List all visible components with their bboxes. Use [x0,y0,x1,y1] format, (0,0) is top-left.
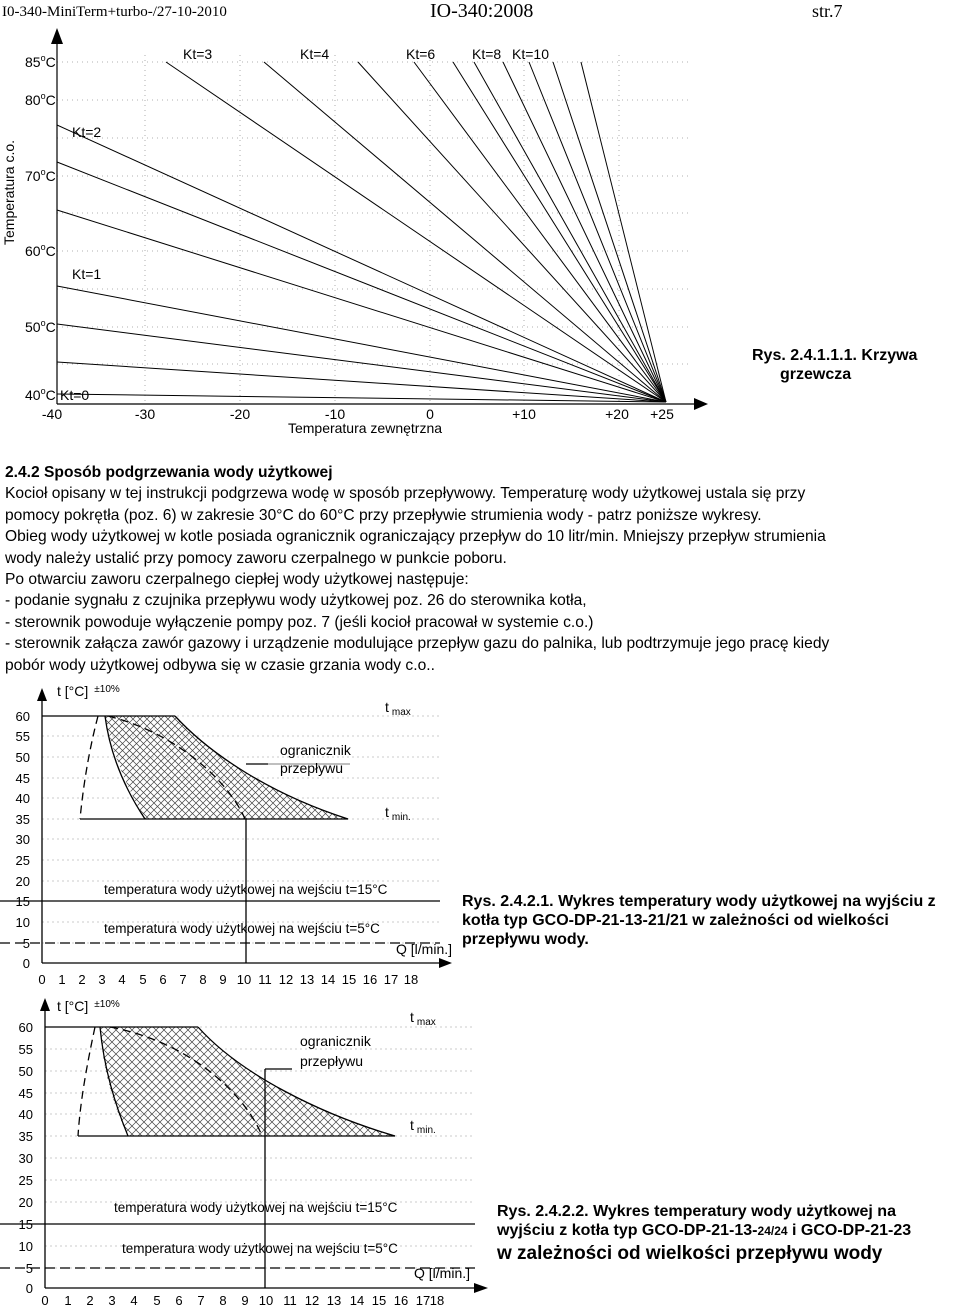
x-tick: -10 [324,406,346,422]
y-tick: 40 [18,1107,33,1122]
y-tick: 45 [18,1086,33,1101]
curve-label: Kt=0 [60,387,90,403]
x-tick: 12 [278,972,294,987]
x-tick: 10 [236,972,252,987]
x-tick: 5 [153,1293,161,1307]
x-tick: 14 [349,1293,365,1307]
x-tick: 15 [371,1293,387,1307]
x-tick: 7 [197,1293,205,1307]
inlet-15-label: temperatura wody użytkowej na wejściu t=15°C [114,1200,398,1215]
x-tick: 0 [426,406,434,422]
page-number: str.7 [812,1,843,21]
figure1-caption [752,346,917,384]
limiter-label: przepływu [300,1053,364,1069]
y-tick: 60 [18,1020,33,1035]
tmin-label: t $_{min.}$ [410,1117,436,1136]
x-axis-label: Q [l/min.] [414,1265,471,1281]
figure3-caption [497,1202,957,1267]
curve-label: Kt=4 [300,46,330,62]
x-tick: -20 [229,406,251,422]
curve-label: Kt=8 [472,46,502,62]
x-tick: 13 [326,1293,342,1307]
section-text [5,462,960,676]
y-tick: 5 [22,936,30,951]
x-tick: 1 [58,972,66,987]
x-tick: +10 [512,406,536,422]
x-tick: 11 [258,972,272,987]
document-code: IO-340:2008 [430,0,534,22]
x-tick: 4 [130,1293,138,1307]
tmin-label: t $_{min.}$ [385,804,411,823]
y-tick: 20 [15,874,30,889]
caption-line: w zależności od wielkości przepływu wody [497,1243,883,1264]
y-tick: 25 [18,1173,33,1188]
y-tick: 15 [15,894,30,909]
y-tick: 60 [15,709,30,724]
x-tick: 17 [415,1293,431,1307]
y-axis-label: Temperatura c.o. [1,139,17,245]
limiter-label: ogranicznik [280,742,351,758]
x-tick: 10 [258,1293,274,1307]
dhw-temperature-chart-2 [0,994,490,1307]
y-tick: 0 [22,956,30,971]
caption-part: 24/24 [757,1224,788,1238]
y-tick: 15 [18,1217,33,1232]
y-tick: 50$^o$C [25,318,56,335]
x-tick: 2 [78,972,86,987]
inlet-5-label: temperatura wody użytkowej na wejściu t=5°C [104,921,380,936]
y-tick: 10 [18,1239,33,1254]
limiter-label: ogranicznik [300,1033,371,1049]
caption-line: grzewcza [780,366,852,383]
x-tick: 13 [299,972,315,987]
paragraph-line: pomocy pokrętła (poz. 6) w zakresie 30°C do 60°C przy przepływie strumienia wody - patrz poniższe wykresy. [5,506,762,524]
x-tick: 15 [341,972,357,987]
x-tick: 12 [304,1293,320,1307]
x-tick: 5 [139,972,147,987]
curve-label: Kt=3 [183,46,213,62]
paragraph-line: - podanie sygnału z czujnika przepływu wody użytkowej poz. 26 do sterownika kotła, [5,592,587,610]
x-tick: 6 [175,1293,183,1307]
x-tick: 2 [86,1293,94,1307]
curve-label: Kt=6 [406,46,436,62]
y-tick: 55 [15,729,30,744]
inlet-5-label: temperatura wody użytkowej na wejściu t=5°C [122,1241,398,1256]
caption-part: i GCO-DP-21-23 [787,1222,912,1239]
paragraph-line: Obieg wody użytkowej w kotle posiada ogranicznik ograniczający przepływ do 10 litr/min. Mniejszy przepływ strumienia [5,528,826,546]
y-axis-label: t [°C] $^{\pm 10\%}$ [57,684,120,699]
y-tick: 80$^o$C [25,91,56,108]
section-heading: 2.4.2 Sposób podgrzewania wody użytkowej [5,464,333,481]
x-tick: 17 [383,972,399,987]
y-tick: 50 [18,1064,33,1079]
y-tick: 20 [18,1195,33,1210]
x-tick: 0 [38,972,46,987]
x-tick: 3 [108,1293,116,1307]
tmax-label: t $_{max}$ [410,1009,436,1028]
y-tick: 40$^o$C [25,386,56,403]
x-tick: 11 [283,1293,297,1307]
inlet-15-label: temperatura wody użytkowej na wejściu t=15°C [104,882,388,897]
paragraph-line: - sterownik załącza zawór gazowy i urządzenie modulujące przepływ gazu do palnika, lub podtrzymuje jego pracę kiedy [5,635,830,653]
x-tick: -40 [41,406,63,422]
y-tick: 30 [18,1151,33,1166]
y-tick: 60$^o$C [25,242,56,259]
paragraph-line: Po otwarciu zaworu czerpalnego ciepłej wody użytkowej następuje: [5,571,469,589]
x-axis-label: Q [l/min.] [396,941,453,957]
paragraph-line: - sterownik powoduje wyłączenie pompy poz. 7 (jeśli kocioł pracował w systemie c.o.) [5,613,594,631]
x-tick: +25 [650,406,674,422]
x-tick: 14 [320,972,336,987]
y-tick: 10 [15,915,30,930]
y-tick: 40 [15,791,30,806]
x-tick: 7 [179,972,187,987]
x-tick: 3 [98,972,106,987]
x-tick: 8 [219,1293,227,1307]
x-tick: 4 [118,972,126,987]
tmax-label: t $_{max}$ [385,699,411,718]
y-tick: 55 [18,1042,33,1057]
x-axis-label: Temperatura zewnętrzna [287,420,443,436]
dhw-temperature-chart-1 [0,684,460,990]
x-tick: -30 [134,406,156,422]
x-tick: 18 [429,1293,445,1307]
y-tick: 35 [18,1129,33,1144]
y-tick: 85$^o$C [25,53,56,70]
y-tick: 35 [15,812,30,827]
document-id: I0-340-MiniTerm+turbo-/27-10-2010 [2,4,227,20]
y-tick: 30 [15,832,30,847]
x-tick: 0 [41,1293,49,1307]
curve-label: Kt=2 [72,124,102,140]
x-tick: 16 [362,972,378,987]
y-tick: 45 [15,771,30,786]
page-header [0,0,960,26]
figure2-caption: Rys. 2.4.2.1. Wykres temperatury wody użytkowej na wyjściu z kotła typ GCO-DP-21-13-21/21 w zależności od wielkości przepływu wody. [462,893,936,948]
curve-label: Kt=1 [72,266,102,282]
x-tick: 6 [159,972,167,987]
y-tick: 50 [15,750,30,765]
x-tick: 9 [241,1293,249,1307]
x-tick: 1 [64,1293,72,1307]
x-tick: +20 [605,406,629,422]
x-tick: 9 [219,972,227,987]
x-tick: 18 [403,972,419,987]
y-tick: 5 [25,1261,33,1276]
caption-line: Rys. 2.4.1.1.1. Krzywa [752,347,918,364]
paragraph-line: Kocioł opisany w tej instrukcji podgrzewa wodę w sposób przepływowy. Temperaturę wody użytkowej ustala się przy [5,485,806,503]
curve-label: Kt=10 [512,46,549,62]
limiter-label: przepływu [280,760,344,776]
y-tick: 70$^o$C [25,167,56,184]
paragraph-line: wody należy ustalić przy pomocy zaworu czerpalnego w punkcie poboru. [5,549,507,567]
caption-part: Rys. 2.4.2.2. Wykres temperatury wody użytkowej na wyjściu z kotła typ GCO-DP-21-13- [497,1203,896,1239]
y-axis-label: t [°C] $^{\pm 10\%}$ [57,998,120,1014]
paragraph-line: pobór wody użytkowej odbywa się w czasie grzania wody c.o.. [5,656,435,674]
y-tick: 0 [25,1281,33,1296]
y-tick: 25 [15,853,30,868]
x-tick: 8 [199,972,207,987]
x-tick: 16 [393,1293,409,1307]
